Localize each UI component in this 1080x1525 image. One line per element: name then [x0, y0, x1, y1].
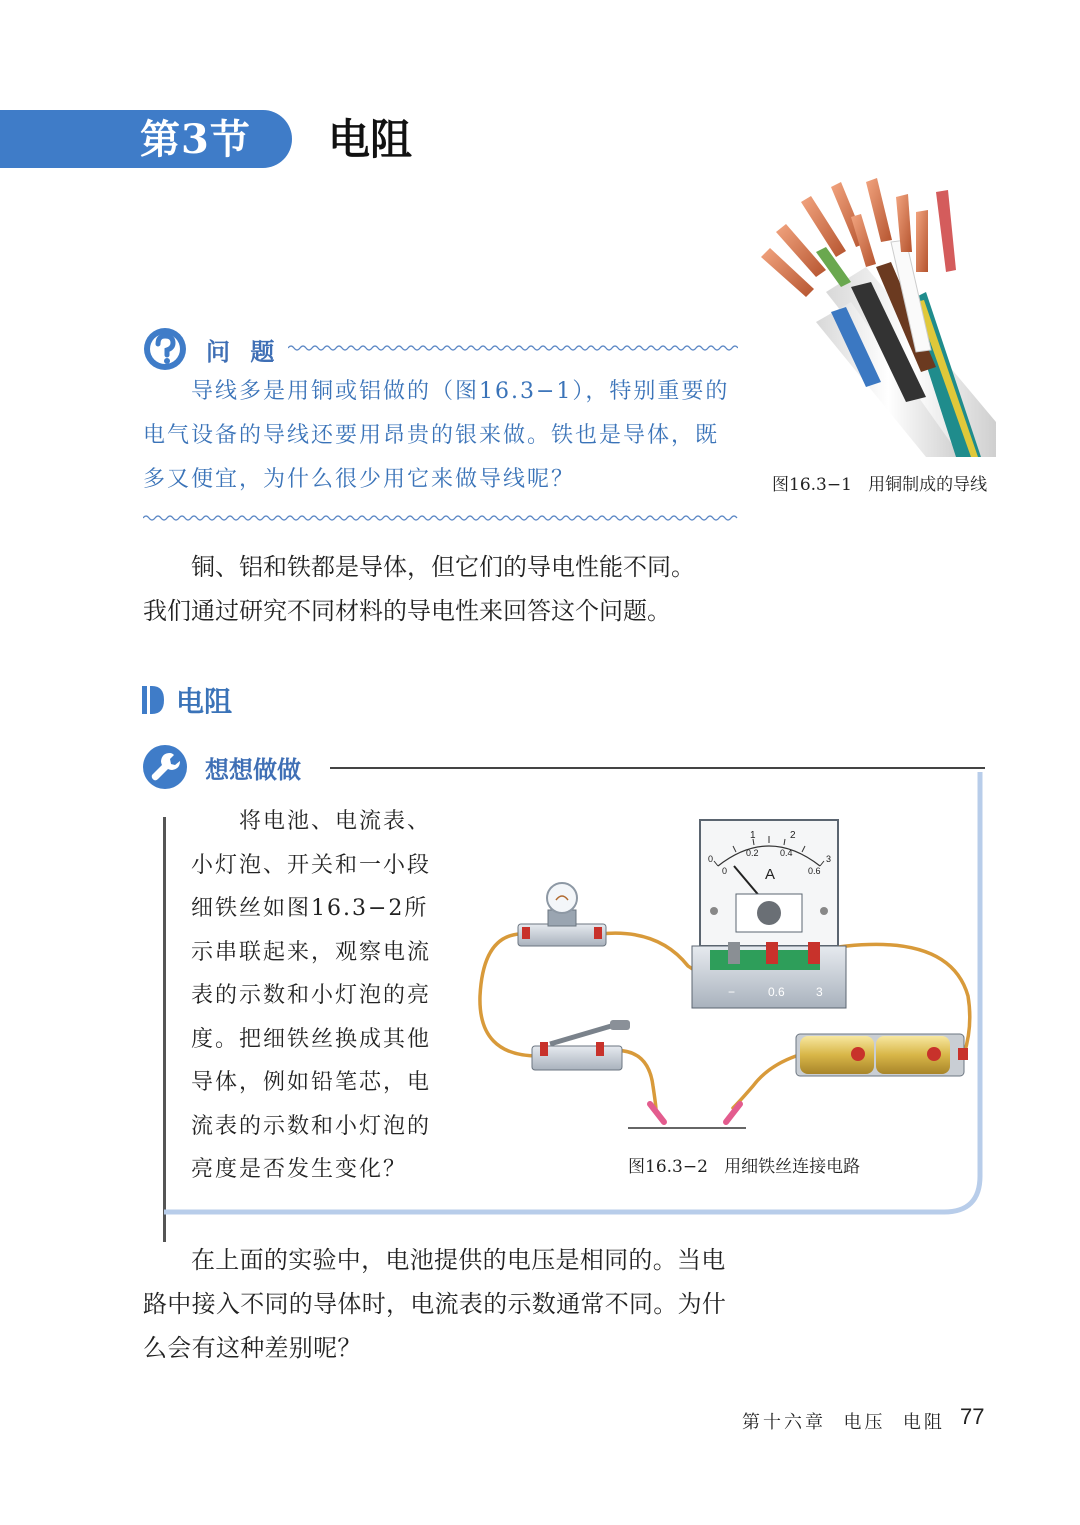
scale-label: 2	[790, 830, 796, 841]
meter-unit-label: A	[764, 866, 776, 883]
question-heading: 问 题	[206, 338, 281, 366]
terminal-label: 3	[816, 985, 823, 999]
scale-label: 3	[826, 854, 832, 864]
activity-line: 细铁丝如图16.3−2所	[191, 896, 429, 921]
question-line: 导线多是用铜或铝做的（图16.3−1），特别重要的	[191, 379, 730, 404]
question-mark-icon	[142, 326, 188, 372]
page-number: 77	[960, 1404, 985, 1429]
scale-label: 0.2	[746, 848, 759, 858]
activity-line: 示串联起来，观察电流	[191, 939, 432, 965]
ammeter	[692, 820, 846, 1008]
scale-label: 0.4	[780, 848, 793, 858]
wire	[733, 1056, 796, 1108]
paragraph-line: 在上面的实验中，电池提供的电压是相同的。当电	[191, 1246, 726, 1274]
question-line: 电气设备的导线还要用昂贵的银来做。铁也是导体，既	[143, 423, 720, 448]
figure-caption: 图16.3−2 用细铁丝连接电路	[628, 1157, 861, 1177]
question-line: 多又便宜，为什么很少用它来做导线呢？	[143, 467, 576, 492]
activity-line: 度。把细铁丝换成其他	[191, 1026, 432, 1052]
wire	[480, 934, 538, 1056]
running-footer: 第十六章 电压 电阻	[742, 1412, 945, 1433]
bulb	[518, 883, 606, 946]
paragraph-line: 路中接入不同的导体时，电流表的示数通常不同。为什	[143, 1290, 727, 1318]
wavy-divider-top	[288, 344, 738, 352]
scale-label: 0.6	[808, 866, 821, 876]
activity-line: 导体，例如铅笔芯，电	[191, 1070, 432, 1095]
activity-line: 表的示数和小灯泡的亮	[191, 983, 432, 1008]
switch	[532, 1020, 630, 1070]
activity-line: 小灯泡、开关和一小段	[191, 852, 432, 878]
activity-text	[191, 800, 453, 1192]
scale-label: 1	[750, 830, 756, 841]
activity-line: 亮度是否发生变化？	[191, 1157, 408, 1182]
wavy-divider-bottom	[143, 514, 739, 522]
question-text	[143, 370, 741, 502]
activity-line: 流表的示数和小灯泡的	[191, 1113, 432, 1139]
paragraph-line: 我们通过研究不同材料的导电性来回答这个问题。	[143, 597, 671, 625]
battery	[796, 1034, 968, 1076]
activity-line: 将电池、电流表、	[239, 809, 432, 834]
body-paragraph	[143, 545, 741, 633]
page-title: 电阻	[328, 115, 413, 164]
figure-caption: 图16.3−1 用铜制成的导线	[772, 475, 988, 495]
section-number: 第3节	[140, 116, 251, 163]
paragraph-line: 么会有这种差别呢？	[143, 1334, 362, 1362]
terminal-label: −	[728, 985, 736, 999]
terminal-label: 0.6	[768, 985, 785, 999]
activity-title: 想想做做	[205, 756, 301, 784]
subsection-title: 电阻	[176, 685, 233, 718]
circuit-diagram	[478, 816, 978, 1146]
paragraph-line: 铜、铝和铁都是导体，但它们的导电性能不同。	[191, 553, 695, 581]
body-paragraph	[143, 1238, 741, 1370]
scale-label: 0	[722, 866, 728, 876]
scale-label: 0	[708, 854, 714, 864]
section-marker-icon	[142, 686, 164, 714]
copper-wire-illustration	[756, 172, 996, 457]
